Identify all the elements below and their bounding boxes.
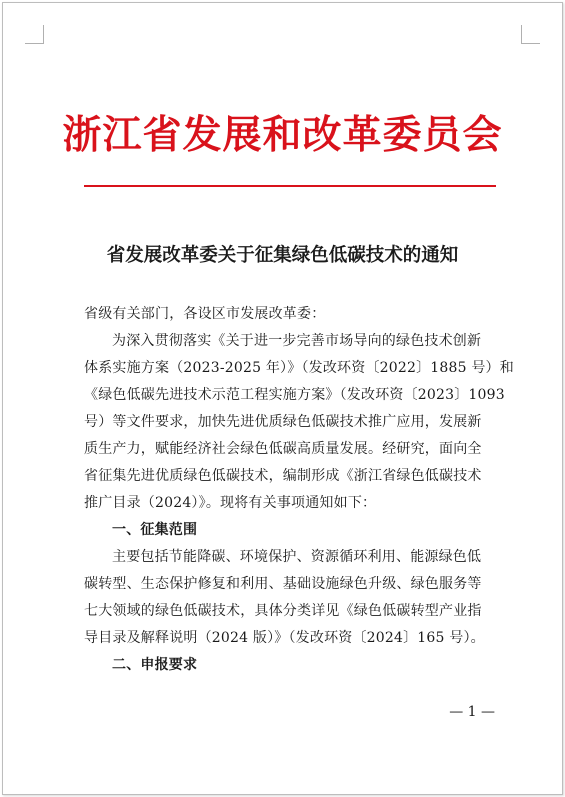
paragraph2-line: 七大领域的绿色低碳技术，具体分类详见《绿色低碳转型产业指 [84,603,482,619]
page-number-text: — 1 — [449,704,495,720]
paragraph1-line: 体系实施方案（2023-2025 年）》（发改环资〔2022〕1885 号）和 [84,360,514,376]
page-number [0,704,565,720]
paragraph1-line: 质生产力，赋能经济社会绿色低碳高质量发展。经研究，面向全 [84,441,482,457]
section-heading-requirements: 二、申报要求 [112,657,198,673]
paragraph2-line: 碳转型、生态保护修复和利用、基础设施绿色升级、绿色服务等 [84,576,482,592]
paragraph1-line: 推广目录（2024）》。现将有关事项通知如下： [84,495,377,511]
paragraph2-line: 主要包括节能降碳、环境保护、资源循环利用、能源绿色低 [112,549,482,565]
document-body [84,301,514,679]
paragraph1-line: 《绿色低碳先进技术示范工程实施方案》（发改环资〔2023〕1093 [84,387,505,403]
red-header-rule [84,185,496,187]
agency-name-header: 浙江省发展和改革委员会 [62,112,503,158]
document-title: 省发展改革委关于征集绿色低碳技术的通知 [106,245,459,266]
paragraph2-line: 导目录及解释说明（2024 版）》（发改环资〔2024〕165 号）。 [84,630,485,646]
paragraph1-line: 为深入贯彻落实《关于进一步完善市场导向的绿色技术创新 [112,333,482,349]
crop-mark-top-left [25,25,44,44]
paragraph1-line: 省征集先进优质绿色低碳技术，编制形成《浙江省绿色低碳技术 [84,468,482,484]
paragraph1-line: 号）等文件要求，加快先进优质绿色低碳技术推广应用，发展新 [84,414,482,430]
crop-mark-top-right [521,25,540,44]
salutation: 省级有关部门，各设区市发展改革委： [84,306,326,322]
section-heading-scope: 一、征集范围 [112,522,198,538]
